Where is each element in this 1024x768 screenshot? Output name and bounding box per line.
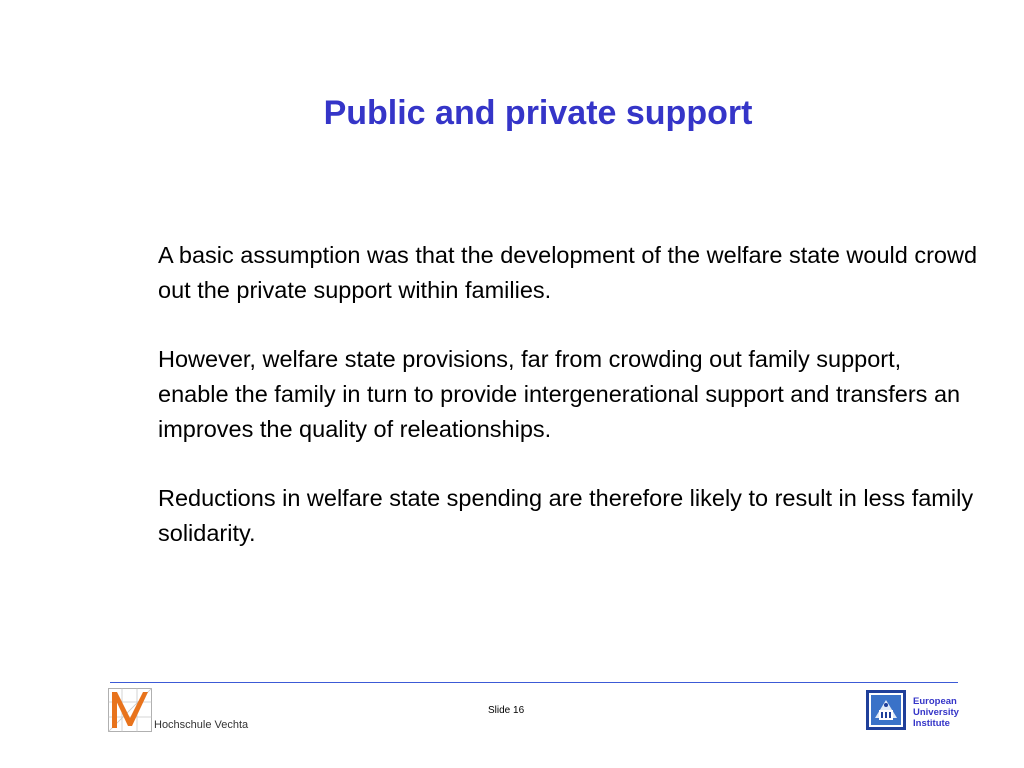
slide-number: Slide 16: [488, 705, 525, 716]
footer-divider: [110, 682, 958, 683]
eui-line-3: Institute: [913, 718, 950, 729]
hochschule-vechta-logo-icon: [108, 688, 152, 732]
european-university-institute-logo-icon: [866, 690, 906, 730]
slide-body: [158, 238, 978, 585]
paragraph-1: A basic assumption was that the development of the welfare state would crowd out the private support within families.: [158, 242, 978, 303]
european-university-institute-label: [913, 696, 959, 729]
eui-line-2: University: [913, 707, 959, 718]
eui-line-1: European: [913, 696, 957, 707]
hochschule-vechta-label: Hochschule Vechta: [154, 719, 249, 731]
slide-title: Public and private support: [323, 94, 753, 132]
paragraph-2: However, welfare state provisions, far from crowding out family support, enable the family in turn to provide intergenerational support and transfers an improves the quality of releationships.: [158, 346, 961, 442]
paragraph-3: Reductions in welfare state spending are therefore likely to result in less family solidarity.: [158, 485, 974, 546]
